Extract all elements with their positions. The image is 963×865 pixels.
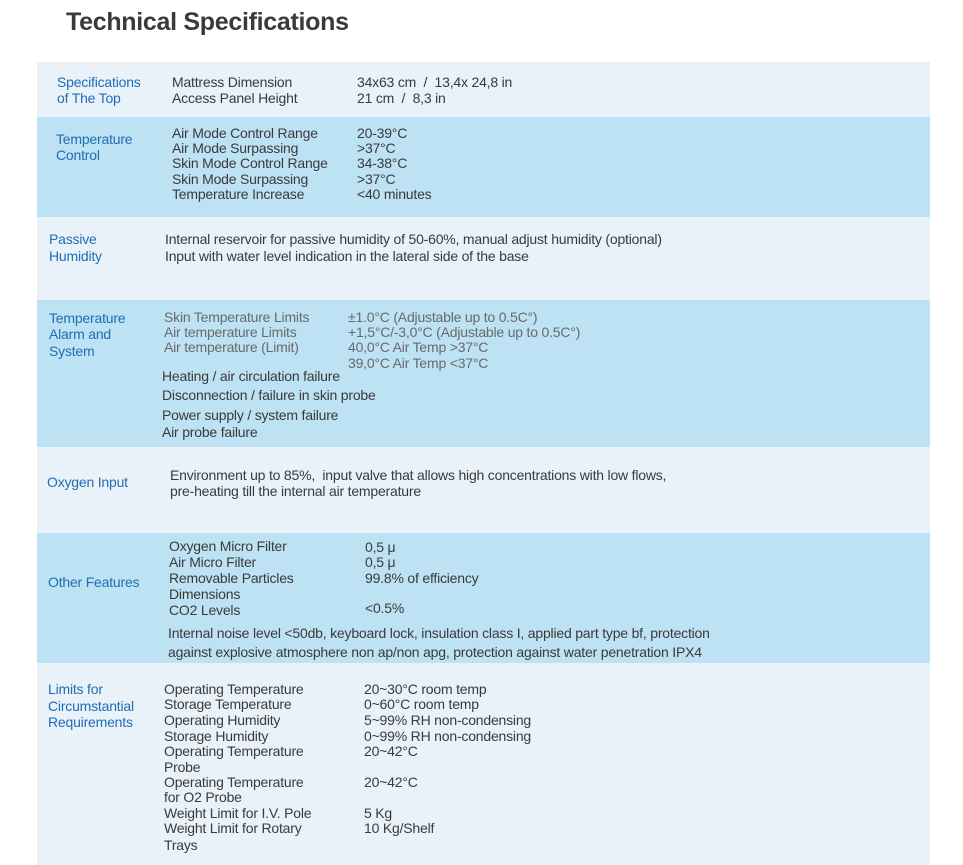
section-label: Other Features — [48, 574, 140, 590]
spec-item-value: >37°C — [357, 171, 396, 187]
spec-item-value: 34-38°C — [357, 155, 408, 171]
spec-text-line: Disconnection / failure in skin probe — [162, 387, 376, 403]
spec-item-name: Storage Temperature — [164, 696, 292, 712]
spec-item-name: Skin Mode Control Range — [172, 155, 328, 171]
section-label: Circumstantial — [48, 698, 134, 714]
spec-item-name: Mattress Dimension — [172, 74, 293, 90]
spec-text-line: Power supply / system failure — [162, 407, 339, 423]
spec-item-value: 21 cm / 8,3 in — [357, 90, 446, 106]
spec-text-line: Input with water level indication in the lateral side of the base — [165, 248, 529, 264]
spec-item-name: CO2 Levels — [169, 602, 241, 618]
section-label: Requirements — [48, 714, 133, 730]
section-label: Temperature — [49, 310, 126, 326]
spec-item-value: 20-39°C — [357, 125, 408, 141]
spec-item-name: Access Panel Height — [172, 90, 298, 106]
spec-item-value: 20~30°C room temp — [364, 681, 487, 697]
section-label: Oxygen Input — [47, 474, 128, 490]
spec-item-name: Storage Humidity — [164, 728, 269, 744]
section-label: Limits for — [48, 681, 103, 697]
spec-text-line: Internal reservoir for passive humidity of 50-60%, manual adjust humidity (optional) — [165, 231, 662, 247]
spec-item-value: 40,0°C Air Temp >37°C — [348, 339, 489, 355]
spec-item-value: 99.8% of efficiency — [365, 570, 479, 586]
spec-item-value: 39,0°C Air Temp <37°C — [348, 355, 489, 371]
spec-item-name: Weight Limit for Rotary — [164, 820, 302, 836]
spec-item-name: Operating Temperature — [164, 774, 304, 790]
spec-item-name: Operating Temperature — [164, 681, 304, 697]
spec-item-name: Air Mode Surpassing — [172, 140, 299, 156]
spec-item-value: +1,5°C/-3,0°C (Adjustable up to 0.5C°) — [348, 324, 581, 340]
section-label: Specifications — [57, 74, 141, 90]
spec-item-name: for O2 Probe — [164, 789, 242, 805]
spec-item-name: Air Micro Filter — [169, 554, 257, 570]
spec-item-value: 20~42°C — [364, 774, 418, 790]
section-label: Humidity — [49, 248, 102, 264]
section-label: Temperature — [56, 131, 133, 147]
section-label: Alarm and — [49, 326, 112, 342]
spec-item-value: 5~99% RH non-condensing — [364, 712, 532, 728]
spec-item-name: Air Mode Control Range — [172, 125, 318, 141]
spec-text-line: Internal noise level <50db, keyboard lock, insulation class I, applied part type bf, protection — [168, 625, 710, 641]
spec-item-name: Weight Limit for I.V. Pole — [164, 805, 312, 821]
spec-item-value: <0.5% — [365, 600, 405, 616]
page-title: Technical Specifications — [66, 8, 349, 36]
spec-item-value: 0,5 μ — [365, 539, 396, 555]
spec-item-name: Temperature Increase — [172, 186, 305, 202]
spec-row-temperature-control — [37, 117, 930, 217]
spec-item-name: Skin Mode Surpassing — [172, 171, 309, 187]
spec-item-name: Air temperature (Limit) — [164, 339, 299, 355]
spec-item-value: 20~42°C — [364, 743, 418, 759]
spec-item-name: Oxygen Micro Filter — [169, 538, 287, 554]
spec-item-name: Air temperature Limits — [164, 324, 297, 340]
spec-item-value: 0~60°C room temp — [364, 696, 479, 712]
spec-item-value: 10 Kg/Shelf — [364, 820, 435, 836]
section-label: Passive — [49, 231, 97, 247]
spec-item-name: Trays — [164, 837, 198, 853]
spec-item-name: Operating Temperature — [164, 743, 304, 759]
section-label: Control — [56, 147, 100, 163]
section-label: System — [49, 343, 95, 359]
spec-item-value: 34x63 cm / 13,4x 24,8 in — [357, 74, 513, 90]
spec-item-value: >37°C — [357, 140, 396, 156]
spec-item-value: 0~99% RH non-condensing — [364, 728, 532, 744]
spec-item-value: ±1.0°C (Adjustable up to 0.5C°) — [348, 309, 538, 325]
spec-item-name: Dimensions — [169, 586, 241, 602]
spec-item-value: 0,5 μ — [365, 554, 396, 570]
spec-item-value: <40 minutes — [357, 186, 432, 202]
spec-item-name: Operating Humidity — [164, 712, 281, 728]
spec-text-line: Air probe failure — [162, 424, 258, 440]
spec-item-name: Skin Temperature Limits — [164, 309, 310, 325]
spec-text-line: Heating / air circulation failure — [162, 368, 340, 384]
spec-text-line: against explosive atmosphere non ap/non apg, protection against water penetration IPX4 — [168, 644, 702, 660]
spec-text-line: Environment up to 85%, input valve that allows high concentrations with low flows, — [170, 467, 667, 483]
section-label: of The Top — [57, 90, 121, 106]
spec-item-name: Probe — [164, 759, 201, 775]
spec-item-name: Removable Particles — [169, 570, 294, 586]
spec-item-value: 5 Kg — [364, 805, 392, 821]
spec-text-line: pre-heating till the internal air temperature — [170, 483, 421, 499]
